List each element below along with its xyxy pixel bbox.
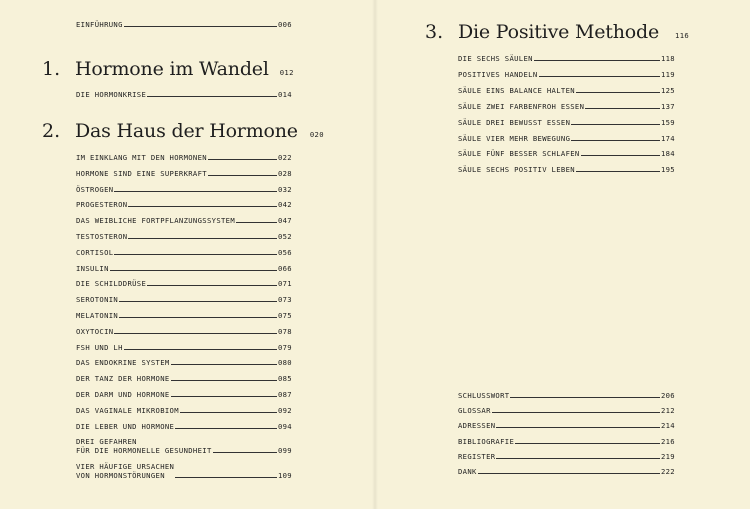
dot-leader: [147, 285, 277, 286]
toc-entry-title: DREI GEFAHREN FÜR DIE HORMONELLE GESUNDHEIT: [76, 437, 212, 455]
dot-leader: [171, 396, 277, 397]
toc-entry-title: DAS VAGINALE MIKROBIOM: [76, 405, 179, 415]
toc-entry-page: 212: [660, 406, 675, 416]
toc-entry[interactable]: [458, 165, 675, 174]
toc-entry-title: SÄULE VIER MEHR BEWEGUNG: [458, 133, 571, 143]
dot-leader: [571, 124, 660, 125]
chapter-title: Die Positive Methode: [458, 21, 660, 43]
toc-entry-title: SÄULE EINS BALANCE HALTEN: [458, 85, 575, 95]
toc-entry-page: 216: [660, 436, 675, 446]
toc-entry-title: SÄULE DREI BEWUSST ESSEN: [458, 117, 571, 127]
dot-leader: [510, 397, 660, 398]
toc-entry-page: 042: [277, 200, 292, 210]
toc-entry-title: TESTOSTERON: [76, 232, 128, 241]
toc-entry[interactable]: [76, 358, 292, 367]
toc-entry-title: CORTISOL: [76, 247, 114, 257]
toc-entry-title: REGISTER: [458, 451, 496, 461]
toc-entry[interactable]: [76, 406, 292, 415]
chapter-page: 020: [309, 130, 324, 139]
dot-leader: [119, 317, 277, 318]
toc-entry[interactable]: [458, 102, 675, 111]
toc-entry-page: 214: [660, 421, 675, 431]
toc-entry-title: POSITIVES HANDELN: [458, 69, 538, 79]
toc-entry-title: SCHLUSSWORT: [458, 391, 510, 400]
chapter-2-heading[interactable]: [42, 120, 324, 142]
toc-entry[interactable]: [458, 86, 675, 95]
toc-entry-page: 028: [277, 168, 292, 178]
dot-leader: [534, 60, 660, 61]
toc-entry-page: 085: [277, 374, 292, 384]
toc-entry-page: 073: [277, 295, 292, 305]
toc-entry-title: HORMONE SIND EINE SUPERKRAFT: [76, 168, 207, 178]
toc-entry[interactable]: [76, 248, 292, 257]
toc-entry-intro[interactable]: [76, 20, 292, 29]
toc-entry-title: SÄULE FÜNF BESSER SCHLAFEN: [458, 149, 580, 159]
chapter-title: Das Haus der Hormone: [75, 120, 298, 142]
dot-leader: [180, 412, 277, 413]
toc-entry[interactable]: [76, 327, 292, 336]
toc-entry-page: 184: [660, 149, 675, 159]
right-page: [375, 0, 750, 509]
toc-entry-title: EINFÜHRUNG: [76, 20, 123, 29]
dot-leader: [119, 301, 277, 302]
dot-leader: [171, 364, 277, 365]
toc-entry-title: OXYTOCIN: [76, 326, 114, 336]
toc-entry-title: IM EINKLANG MIT DEN HORMONEN: [76, 153, 207, 162]
dot-leader: [128, 238, 277, 239]
toc-entry-page: 078: [277, 326, 292, 336]
toc-entry[interactable]: [76, 422, 292, 431]
toc-entry[interactable]: [458, 452, 675, 461]
toc-entry-page: 109: [277, 471, 292, 480]
toc-entry-page: 092: [277, 405, 292, 415]
dot-leader: [208, 175, 277, 176]
toc-entry-page: 066: [277, 263, 292, 273]
toc-entry[interactable]: [76, 311, 292, 320]
toc-entry-page: 159: [660, 117, 675, 127]
toc-entry-title: DAS WEIBLICHE FORTPFLANZUNGSSYSTEM: [76, 216, 236, 226]
toc-entry-page: 137: [660, 101, 675, 111]
dot-leader: [114, 254, 277, 255]
toc-entry-title: SÄULE SECHS POSITIV LEBEN: [458, 165, 575, 175]
toc-entry-page: 006: [277, 20, 292, 29]
toc-entry[interactable]: [458, 134, 675, 143]
dot-leader: [114, 191, 277, 192]
toc-entry-title: DIE SCHILDDRÜSE: [76, 279, 147, 289]
toc-entry-page: 080: [277, 358, 292, 368]
toc-entry-page: 219: [660, 451, 675, 461]
dot-leader: [236, 222, 277, 223]
toc-entry-title: ÖSTROGEN: [76, 184, 114, 194]
toc-entry[interactable]: [76, 343, 292, 352]
dot-leader: [147, 96, 277, 97]
toc-entry-page: 119: [660, 69, 675, 79]
toc-entry-page: 222: [660, 467, 675, 476]
dot-leader: [175, 428, 277, 429]
toc-entry-title: ADRESSEN: [458, 421, 496, 431]
toc-entry-page: 075: [277, 311, 292, 320]
toc-entry-title: FSH UND LH: [76, 342, 123, 352]
toc-entry[interactable]: [458, 149, 675, 158]
toc-entry-page: 206: [660, 391, 675, 400]
toc-entry[interactable]: [458, 437, 675, 446]
toc-entry-title: PROGESTERON: [76, 200, 128, 210]
dot-leader: [496, 427, 660, 428]
chapter-page: 012: [279, 68, 294, 77]
chapter-number: 1.: [42, 58, 61, 80]
toc-entry-page: 125: [660, 85, 675, 95]
toc-entry-title: SÄULE ZWEI FARBENFROH ESSEN: [458, 101, 585, 111]
toc-entry[interactable]: [458, 391, 675, 400]
toc-entry-title: DER TANZ DER HORMONE: [76, 374, 170, 384]
toc-entry-page: 174: [660, 133, 675, 143]
toc-entry[interactable]: [458, 467, 675, 476]
toc-entry-page: 087: [277, 390, 292, 399]
toc-entry-title: DER DARM UND HORMONE: [76, 390, 170, 399]
dot-leader: [171, 380, 277, 381]
dot-leader: [576, 171, 660, 172]
dot-leader: [124, 349, 277, 350]
toc-entry-page: 094: [277, 421, 292, 431]
dot-leader: [539, 76, 660, 77]
dot-leader: [478, 473, 660, 474]
toc-entry[interactable]: [458, 118, 675, 127]
toc-entry-page: 118: [660, 54, 675, 63]
toc-entry[interactable]: [76, 153, 292, 162]
toc-entry[interactable]: [458, 406, 675, 415]
toc-entry-title: DIE LEBER UND HORMONE: [76, 421, 175, 431]
dot-leader: [175, 477, 277, 478]
toc-entry[interactable]: [76, 90, 292, 99]
dot-leader: [128, 206, 277, 207]
toc-entry-title: MELATONIN: [76, 311, 119, 320]
toc-entry[interactable]: [458, 70, 675, 79]
chapter-number: 3.: [425, 21, 444, 43]
toc-entry[interactable]: [76, 437, 292, 455]
dot-leader: [515, 443, 660, 444]
toc-entry-page: 099: [277, 446, 292, 455]
toc-entry[interactable]: [458, 54, 675, 63]
toc-entry[interactable]: [76, 279, 292, 288]
dot-leader: [213, 452, 277, 453]
toc-entry-title: DIE SECHS SÄULEN: [458, 54, 533, 63]
toc-entry-title: VIER HÄUFIGE URSACHEN VON HORMONSTÖRUNGEN: [76, 462, 175, 480]
toc-entry[interactable]: [76, 169, 292, 178]
toc-entry-title: DANK: [458, 467, 477, 476]
dot-leader: [208, 159, 277, 160]
toc-entry-page: 071: [277, 279, 292, 289]
chapter-1-heading[interactable]: [42, 58, 294, 80]
chapter-3-heading[interactable]: [425, 21, 689, 43]
chapter-title: Hormone im Wandel: [75, 58, 269, 80]
dot-leader: [585, 108, 660, 109]
dot-leader: [110, 270, 277, 271]
toc-entry[interactable]: [76, 216, 292, 225]
toc-entry-page: 079: [277, 342, 292, 352]
toc-entry-title: INSULIN: [76, 263, 109, 273]
toc-entry-title: DIE HORMONKRISE: [76, 90, 147, 99]
toc-entry-page: 032: [277, 184, 292, 194]
toc-entry[interactable]: [76, 390, 292, 399]
toc-entry[interactable]: [76, 374, 292, 383]
toc-entry-title: GLOSSAR: [458, 406, 491, 416]
dot-leader: [576, 92, 660, 93]
dot-leader: [581, 155, 660, 156]
toc-entry-title: SEROTONIN: [76, 295, 119, 305]
toc-entry[interactable]: [76, 295, 292, 304]
toc-entry-title: DAS ENDOKRINE SYSTEM: [76, 358, 170, 368]
chapter-page: 116: [675, 31, 690, 40]
toc-entry[interactable]: [76, 232, 292, 241]
chapter-number: 2.: [42, 120, 61, 142]
dot-leader: [571, 140, 660, 141]
toc-entry-page: 052: [277, 232, 292, 241]
toc-entry-page: 195: [660, 165, 675, 175]
toc-entry[interactable]: [76, 264, 292, 273]
toc-entry-page: 056: [277, 247, 292, 257]
toc-entry[interactable]: [76, 200, 292, 209]
dot-leader: [492, 412, 660, 413]
toc-entry-page: 014: [277, 90, 292, 99]
dot-leader: [496, 458, 660, 459]
toc-entry[interactable]: [458, 421, 675, 430]
toc-entry[interactable]: [76, 185, 292, 194]
toc-entry[interactable]: [76, 462, 292, 480]
toc-entry-page: 022: [277, 153, 292, 162]
toc-entry-title: BIBLIOGRAFIE: [458, 436, 515, 446]
dot-leader: [114, 333, 277, 334]
toc-entry-page: 047: [277, 216, 292, 226]
dot-leader: [124, 26, 277, 27]
